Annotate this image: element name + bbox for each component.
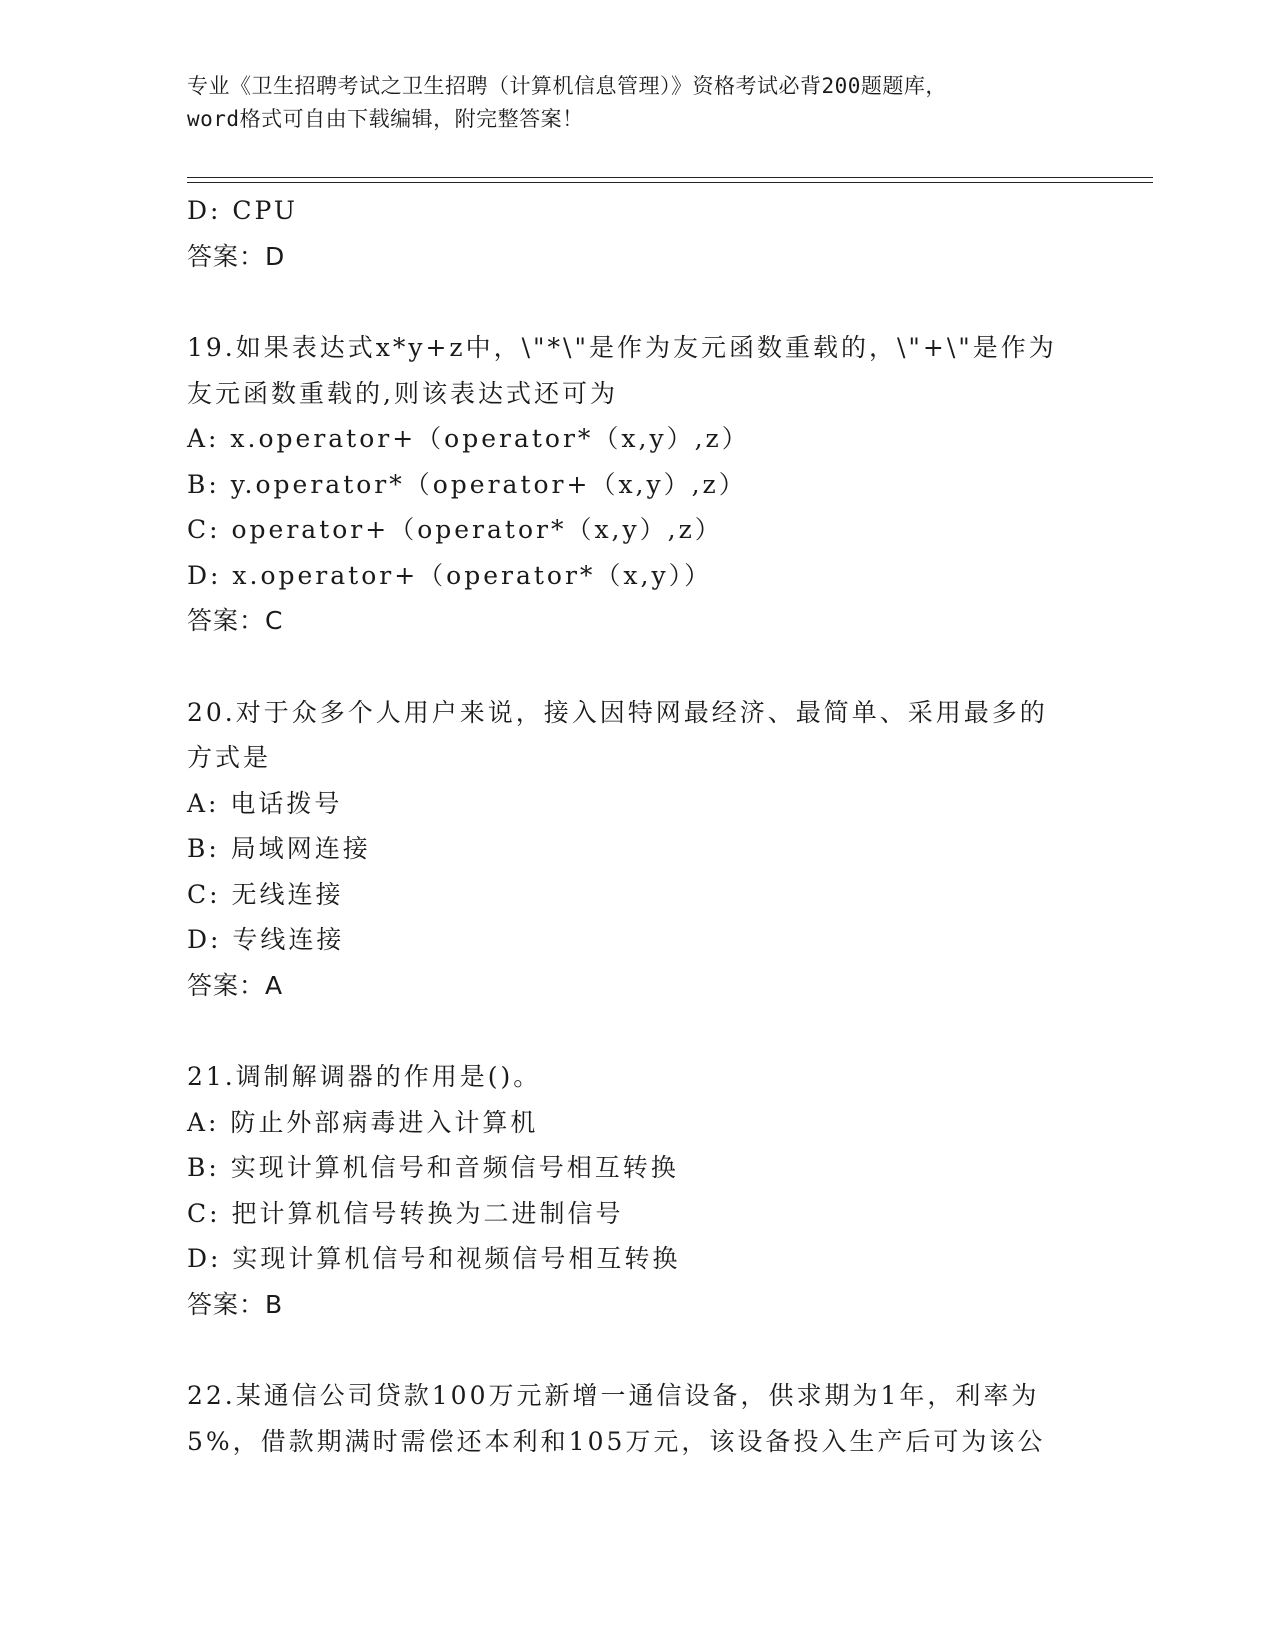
question-stem: 19.如果表达式x*y+z中，\"*\"是作为友元函数重载的，\"+\"是作为 (187, 333, 1057, 362)
question-stem-continued: 友元函数重载的,则该表达式还可为 (187, 378, 618, 408)
option-b: B: y.operator*（operator+（x,y）,z） (187, 469, 747, 499)
option-b: B: 实现计算机信号和音频信号相互转换 (187, 1153, 679, 1182)
question-stem: 21.调制解调器的作用是()。 (187, 1062, 542, 1091)
question-stem-continued: 方式是 (187, 743, 272, 772)
spacer (187, 279, 1087, 325)
header-divider-bottom (187, 182, 1153, 183)
answer-line: 答案：A (187, 970, 284, 1000)
spacer (187, 1327, 1087, 1373)
document-body (187, 188, 1087, 1464)
spacer (187, 1008, 1087, 1054)
question-21 (187, 1054, 1087, 1327)
question-20 (187, 690, 1087, 1009)
answer-line: 答案：D (187, 241, 286, 271)
question-stem: 20.对于众多个人用户来说，接入因特网最经济、最简单、采用最多的 (187, 697, 1048, 727)
option-c: C: operator+（operator*（x,y）,z） (187, 515, 723, 544)
option-d: D: CPU (187, 196, 298, 225)
spacer (187, 644, 1087, 690)
question-stem: 22.某通信公司贷款100万元新增一通信设备，供求期为1年，利率为 (187, 1381, 1040, 1410)
question-19 (187, 325, 1087, 644)
header-line-2: word格式可自由下载编辑，附完整答案！ (187, 107, 584, 131)
option-d: D: x.operator+（operator*（x,y）） (187, 560, 713, 590)
option-a: A: x.operator+（operator*（x,y）,z） (187, 424, 750, 453)
answer-line: 答案：B (187, 1289, 284, 1319)
header-line-1: 专业《卫生招聘考试之卫生招聘（计算机信息管理）》资格考试必背200题题库， (187, 74, 947, 98)
previous-question-tail (187, 188, 1087, 279)
option-a: A: 电话拨号 (187, 788, 343, 818)
option-a: A: 防止外部病毒进入计算机 (187, 1107, 539, 1137)
option-d: D: 实现计算机信号和视频信号相互转换 (187, 1244, 681, 1273)
option-c: C: 把计算机信号转换为二进制信号 (187, 1198, 624, 1228)
option-c: C: 无线连接 (187, 879, 344, 909)
header-divider-top (187, 177, 1153, 178)
option-b: B: 局域网连接 (187, 834, 371, 863)
question-stem-continued: 5%，借款期满时需偿还本利和105万元，该设备投入生产后可为该公 (187, 1426, 1046, 1456)
answer-line: 答案：C (187, 606, 284, 635)
question-22 (187, 1373, 1087, 1464)
option-d: D: 专线连接 (187, 925, 345, 954)
document-header (187, 70, 1087, 136)
